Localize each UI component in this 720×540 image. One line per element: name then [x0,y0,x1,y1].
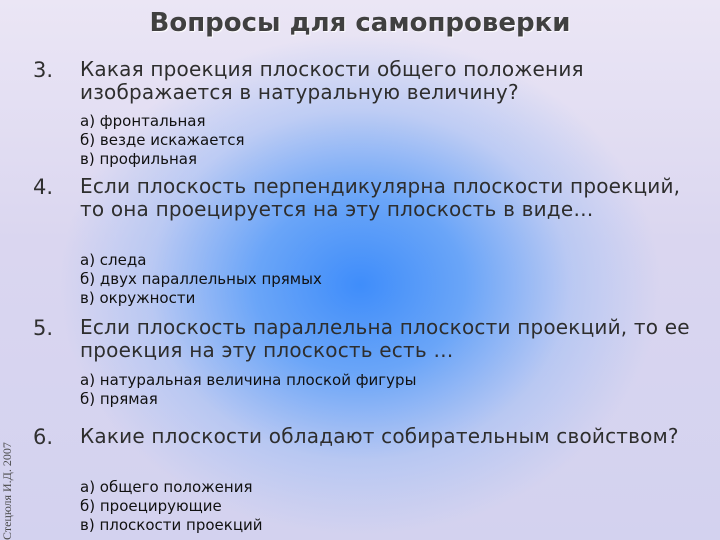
answer-option: а) следа [80,251,147,269]
answer-option: а) фронтальная [80,112,206,130]
question-number: 3. [33,58,54,82]
answer-list [80,478,263,535]
answer-option: б) везде искажается [80,131,245,149]
answer-option: в) профильная [80,150,197,168]
question-number: 4. [33,175,54,199]
answer-option: в) плоскости проекций [80,516,263,534]
slide-title: Вопросы для самопроверки [149,8,571,38]
answer-list [80,371,416,409]
answer-option: а) натуральная величина плоской фигуры [80,371,417,389]
question-text: Какие плоскости обладают собирательным свойством? [80,424,679,448]
question-text: Если плоскость параллельна плоскости проекций, то ее проекция на эту плоскость есть … [80,315,690,362]
question-text: Какая проекция плоскости общего положения изображается в натуральную величину? [80,57,584,104]
answer-option: а) общего положения [80,478,253,496]
answer-option: б) прямая [80,390,158,408]
answer-option: в) окружности [80,289,196,307]
answer-list [80,251,322,308]
author-credit: Стецюля И.Д. 2007 [0,442,14,540]
answer-list [80,112,244,169]
answer-option: б) двух параллельных прямых [80,270,322,288]
question-number: 5. [33,316,54,340]
answer-option: б) проецирующие [80,497,222,515]
question-text: Если плоскость перпендикулярна плоскости проекций, то она проецируется на эту плоскость в виде… [80,174,681,221]
question-number: 6. [33,425,54,449]
